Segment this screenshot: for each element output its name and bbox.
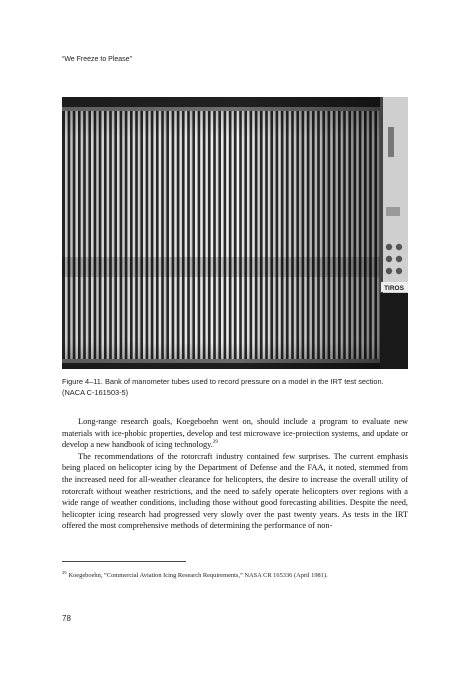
paragraph: The recommendations of the rotorcraft industry contained few surprises. The current emphasis being placed on helicopter icing by the Department of Defense and the FAA, it noted, stemmed from the increased need for all-weather clearance for helicopters, the desire to increase the overall utility of rotorcraft without weather restrictions, and the need to safely operate helicopters over regions with a wide range of weather conditions, including those without good forecasting abilities. Despite the need, helicopter icing research had progressed very slowly over the past twenty years. As tests in the IRT offered the most comprehensive methods of determining the performance of non- xyxy=(62,451,408,531)
footnote-number: 29 xyxy=(62,569,67,575)
paragraph-text: Long-range research goals, Koegeboehn went on, should include a program to evaluate new materials with ice-phobic properties, develop and test microwave ice-protection systems, and update or develop a new handbook of icing technology. xyxy=(62,417,408,450)
running-head: “We Freeze to Please” xyxy=(62,56,132,63)
manometer-photo xyxy=(62,97,408,369)
footnote xyxy=(62,571,408,580)
figure-caption: Figure 4–11. Bank of manometer tubes used to record pressure on a model in the IRT test section. (NACA C-161503-5) xyxy=(62,377,384,397)
footnote-text: Koegeboehn, “Commercial Aviation Icing Research Requirements,” NASA CR 165336 (April 1981). xyxy=(68,572,328,579)
page-number: 78 xyxy=(62,614,71,623)
control-panel xyxy=(380,97,408,369)
panel-label: TIROS xyxy=(384,285,404,292)
body-text xyxy=(62,416,408,532)
footnote-divider xyxy=(62,561,186,562)
paragraph xyxy=(62,416,408,451)
footnote-reference: 29 xyxy=(212,440,218,446)
